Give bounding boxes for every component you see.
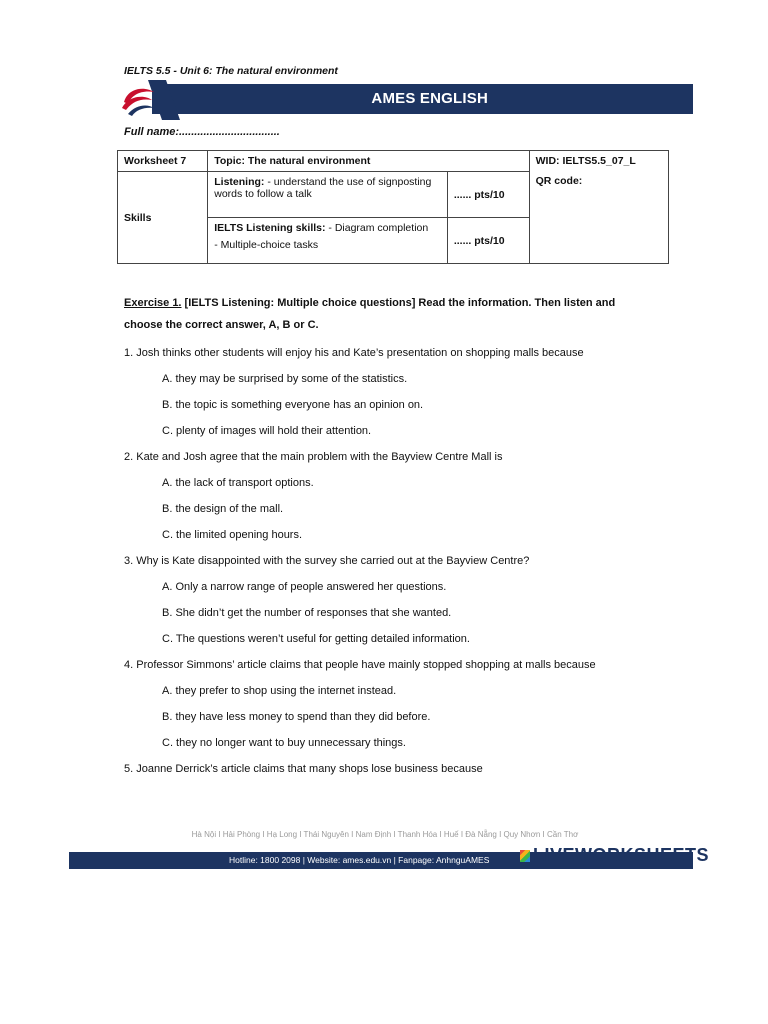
option-3b[interactable]: B. She didn’t get the number of responses that she wanted. (162, 607, 452, 619)
worksheet-topic: Topic: The natural environment (208, 151, 529, 172)
ielts-skill-label: IELTS Listening skills: (214, 222, 326, 234)
option-4c[interactable]: C. they no longer want to buy unnecessary things. (162, 737, 406, 749)
option-1b[interactable]: B. the topic is something everyone has an opinion on. (162, 399, 424, 411)
ielts-points: ...... pts/10 (447, 218, 529, 264)
branch-cities: Hà Nội I Hải Phòng I Hạ Long I Thái Nguyên I Nam Định I Thanh Hóa I Huế I Đà Nẵng I Quy Nhơn I Cần Thơ (191, 830, 579, 839)
liveworksheets-logo-icon (520, 850, 530, 862)
option-3a[interactable]: A. Only a narrow range of people answered her questions. (162, 581, 447, 593)
listening-skill-label: Listening: (214, 176, 265, 188)
full-name-field[interactable]: Full name:................................. (124, 126, 280, 138)
option-2c[interactable]: C. the limited opening hours. (162, 529, 303, 541)
option-1a[interactable]: A. they may be surprised by some of the statistics. (162, 373, 408, 385)
brand-banner (118, 84, 693, 114)
exercise-instruction (124, 292, 644, 336)
option-1c[interactable]: C. plenty of images will hold their attention. (162, 425, 372, 437)
option-2b[interactable]: B. the design of the mall. (162, 503, 284, 515)
question-5: 5. Joanne Derrick’s article claims that many shops lose business because (124, 763, 483, 775)
exercise-text: [IELTS Listening: Multiple choice questions] Read the information. Then listen and choose the correct answer, A, B or C. (124, 297, 616, 331)
liveworksheets-watermark (520, 845, 709, 866)
question-4: 4. Professor Simmons’ article claims that people have mainly stopped shopping at malls because (124, 659, 596, 671)
listening-skill-text: - understand the use of signposting words to follow a talk (214, 176, 432, 200)
question-3: 3. Why is Kate disappointed with the survey she carried out at the Bayview Centre? (124, 555, 530, 567)
wid-qr-cell (529, 151, 668, 264)
worksheet-info-table (117, 150, 669, 264)
banner-bar (152, 84, 693, 114)
listening-skill (208, 172, 448, 218)
ielts-skill-text-2: - Multiple-choice tasks (214, 239, 319, 251)
listening-points: ...... pts/10 (447, 172, 529, 218)
question-1: 1. Josh thinks other students will enjoy his and Kate’s presentation on shopping malls because (124, 347, 584, 359)
ames-logo-icon (118, 80, 180, 120)
option-4b[interactable]: B. they have less money to spend than they did before. (162, 711, 431, 723)
option-4a[interactable]: A. they prefer to shop using the internet instead. (162, 685, 397, 697)
worksheet-number: Worksheet 7 (118, 151, 208, 172)
ielts-skill (208, 218, 448, 264)
skills-label: Skills (118, 172, 208, 264)
option-2a[interactable]: A. the lack of transport options. (162, 477, 314, 489)
exercise-content (124, 292, 644, 782)
ielts-skill-text-1: - Diagram completion (325, 222, 429, 234)
course-title: IELTS 5.5 - Unit 6: The natural environment (124, 65, 338, 77)
question-2: 2. Kate and Josh agree that the main problem with the Bayview Centre Mall is (124, 451, 503, 463)
brand-name: AMES ENGLISH (371, 90, 488, 107)
footer-contact: Hotline: 1800 2098 | Website: ames.edu.vn | Fanpage: AnhnguAMES (229, 855, 490, 865)
worksheet-wid: WID: IELTS5.5_07_L (535, 155, 636, 167)
option-3c[interactable]: C. The questions weren’t useful for getting detailed information. (162, 633, 470, 645)
qr-code-label: QR code: (535, 175, 583, 187)
exercise-label: Exercise 1. (124, 297, 182, 309)
watermark-text: LIVEWORKSHEETS (533, 845, 710, 865)
